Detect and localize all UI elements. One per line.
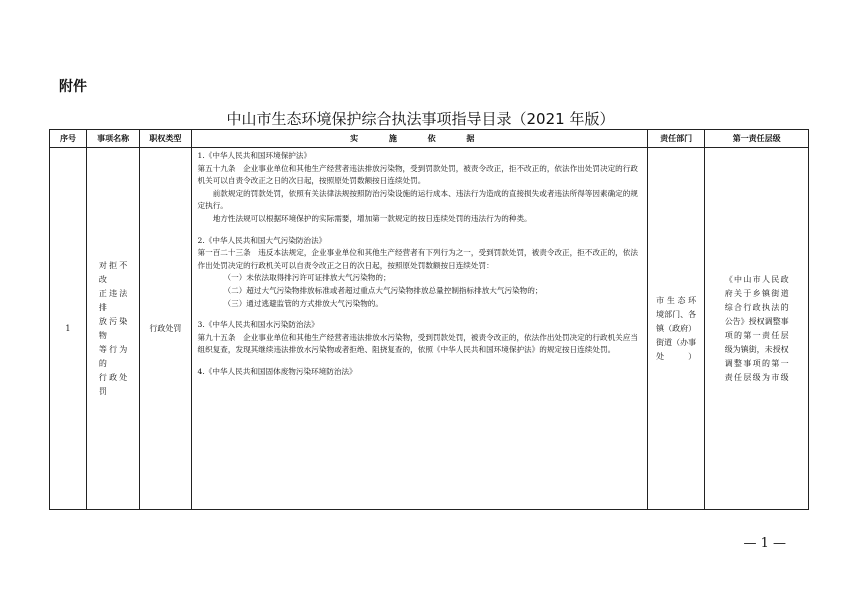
item-name-line: 等行为的 <box>98 344 128 368</box>
responsibility-level-cell <box>705 148 809 510</box>
dept-line: 镇（政府） <box>656 323 697 333</box>
level-line: 调整事项的第一 <box>724 358 789 368</box>
law3-title: 3.《中华人民共和国水污染防治法》 <box>197 320 319 330</box>
level-line: 责任层级为市级 <box>724 372 789 382</box>
basis-cell <box>191 148 647 510</box>
dept-line: 街道（办事 <box>656 337 697 347</box>
header-num: 序号 <box>50 130 87 148</box>
law2-item-2: （二）超过大气污染物排放标准或者超过重点大气污染物排放总量控制指标排放大气污染物的； <box>223 285 543 295</box>
law4-title: 4.《中华人民共和国固体废物污染环境防治法》 <box>197 366 357 376</box>
law1-paragraph-2: 前款规定的罚款处罚，依照有关法律法规按照防治污染设施的运行成本、违法行为造成的直接损失或者违法所得等因素确定的规定执行。 <box>197 188 638 211</box>
law1-title: 1.《中华人民共和国环境保护法》 <box>197 151 312 160</box>
header-type: 职权类型 <box>140 130 191 148</box>
header-name: 事项名称 <box>86 130 139 148</box>
table-row <box>50 148 809 510</box>
law1-article: 第五十九条 企业事业单位和其他生产经营者违法排放污染物，受到罚款处罚，被责令改正，拒不改正的，依法作出处罚决定的行政机关可以自责令改正之日的次日起，按照原处罚数额按日连续处罚。 <box>197 163 638 186</box>
document-title: 中山市生态环境保护综合执法事项指导目录（2021 年版） <box>226 110 615 128</box>
law2-item-1: （一）未依法取得排污许可证排放大气污染物的； <box>223 273 391 283</box>
header-basis: 实 施 依 据 <box>191 130 647 148</box>
level-line: 《中山市人民政 <box>724 274 789 284</box>
level-line: 综合行政执法的 <box>724 302 789 312</box>
page-number: — 1 — <box>743 536 786 551</box>
responsible-dept-cell <box>647 148 704 510</box>
power-type-cell: 行政处罚 <box>140 148 191 510</box>
level-line: 项的第一责任层 <box>724 330 789 340</box>
header-level: 第一责任层级 <box>705 130 809 148</box>
item-name-line: 放污染物 <box>98 316 128 340</box>
law2-title: 2.《中华人民共和国大气污染防治法》 <box>197 235 327 245</box>
item-name-line: 行政处罚 <box>98 372 128 396</box>
law2-article: 第一百二十三条 违反本法规定，企业事业单位和其他生产经营者有下列行为之一，受到罚款处罚，被责令改正，拒不改正的，依法作出处罚决定的行政机关可以自责令改正之日的次日起，按照原处罚数额按日连续处罚： <box>197 248 638 270</box>
table-header-row <box>50 130 809 148</box>
row-number: 1 <box>50 148 87 510</box>
header-dept: 责任部门 <box>647 130 704 148</box>
attachment-label: 附件 <box>59 79 87 95</box>
dept-line: 处） <box>656 351 697 361</box>
level-line: 公告》授权调整事 <box>724 316 789 326</box>
enforcement-table <box>49 129 809 510</box>
item-name-cell <box>86 148 139 510</box>
item-name-line: 正违法排 <box>98 288 128 312</box>
dept-line: 市生态环 <box>656 295 697 305</box>
law3-article: 第九十五条 企业事业单位和其他生产经营者违法排放水污染物，受到罚款处罚，被责令改正的，依法作出处罚决定的行政机关应当组织复查，发现其继续违法排放水污染物或者拒绝、阻挠复查的，依照《中华人民共和国环境保护法》的规定按日连续处罚。 <box>197 332 638 355</box>
law1-paragraph-3: 地方性法规可以根据环境保护的实际需要，增加第一款规定的按日连续处罚的违法行为的种类。 <box>212 213 532 223</box>
dept-line: 境部门、各 <box>656 309 697 319</box>
item-name-line: 对拒不改 <box>98 260 128 284</box>
level-line: 府关于乡镇街道 <box>724 288 789 298</box>
level-line: 级为镇街，未授权 <box>724 344 789 354</box>
law2-item-3: （三）通过逃避监管的方式排放大气污染物的。 <box>223 298 383 308</box>
